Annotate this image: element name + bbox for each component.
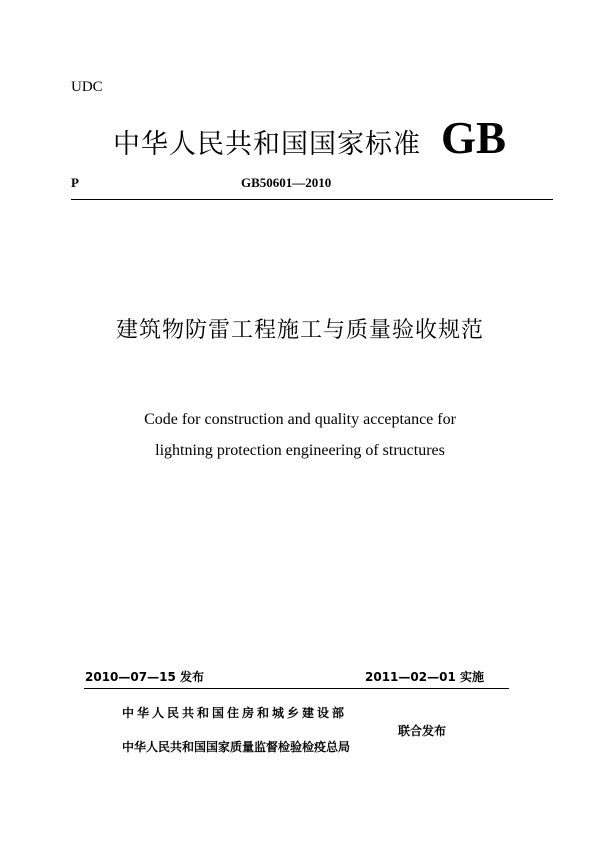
footer-divider (84, 688, 509, 689)
classification-code: P (71, 175, 79, 190)
standard-type-heading: 中华人民共和国国家标准 (113, 129, 421, 160)
document-title-chinese: 建筑物防雷工程施工与质量验收规范 (115, 318, 484, 343)
document-title-english-line1: Code for construction and quality acceptance for (144, 411, 456, 428)
joint-release-label: 联合发布 (398, 724, 447, 738)
standard-number: GB50601—2010 (241, 175, 332, 190)
implementation-date: 2011—02—01 实施 (365, 670, 484, 684)
udc-label: UDC (71, 79, 103, 95)
document-title-english-line2: lightning protection engineering of structures (155, 442, 445, 459)
publisher-aqsiq: 中华人民共和国国家质量监督检验检疫总局 (122, 740, 351, 754)
gb-mark: GB (441, 113, 507, 163)
header-divider (71, 199, 553, 200)
issue-date: 2010—07—15 发布 (85, 670, 204, 684)
publisher-ministry: 中华人民共和国住房和城乡建设部 (122, 706, 348, 720)
